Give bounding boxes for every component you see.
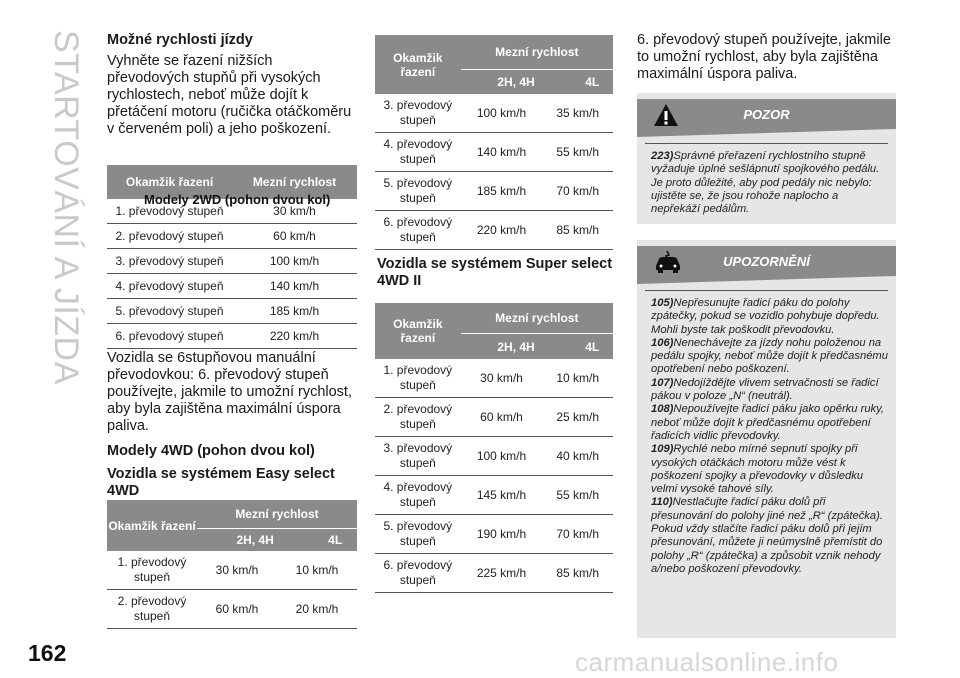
table-header-speed: Mezní rychlost	[197, 500, 357, 529]
notice-number: 110)	[651, 496, 673, 509]
gear-cell: 5. převodový stupeň	[375, 515, 461, 554]
gear-cell: 1. převodový stupeň	[107, 199, 232, 224]
speed-cell: 55 km/h	[542, 133, 613, 172]
notice-number: 108)	[651, 403, 674, 416]
speed-cell: 10 km/h	[542, 359, 613, 398]
warning-number: 223)	[651, 150, 674, 162]
notice-number: 105)	[651, 297, 674, 309]
speed-cell: 10 km/h	[277, 551, 357, 590]
gear-cell: 4. převodový stupeň	[107, 274, 232, 299]
left-column	[107, 32, 357, 138]
speed-cell: 40 km/h	[542, 437, 613, 476]
table-subheader-4l: 4L	[571, 70, 613, 95]
gear-cell: 6. převodový stupeň	[375, 211, 461, 250]
gear-cell: 6. převodový stupeň	[375, 554, 461, 593]
notice-text: Rychlé nebo mírné sepnutí spojky při vysokých otáčkách motoru může vést k poškození spojky a převodovky v důsledku velmi vysoké tahové síly.	[651, 443, 864, 496]
table-header-gear: Okamžik řazení	[375, 303, 461, 359]
warning-title: POZOR	[743, 107, 790, 122]
table-row	[375, 398, 613, 437]
speed-cell: 220 km/h	[232, 324, 357, 349]
table-subheader-2h4h: 2H, 4H	[461, 334, 572, 360]
table-subheader-2h4h: 2H, 4H	[197, 529, 313, 552]
warning-header	[637, 93, 896, 137]
table-subheader-2h4h: 2H, 4H	[461, 70, 572, 95]
warning-text	[637, 144, 896, 224]
table-body	[375, 94, 613, 250]
speed-table-easy-select-cont	[375, 35, 613, 250]
notice-number: 106)	[651, 336, 674, 349]
speed-cell: 100 km/h	[232, 249, 357, 274]
table-row	[107, 249, 357, 274]
table-header-gear: Okamžik řazení	[107, 165, 232, 199]
speed-cell: 100 km/h	[461, 94, 543, 133]
table-row	[107, 324, 357, 349]
gear-cell: 2. převodový stupeň	[375, 398, 461, 437]
speed-cell: 100 km/h	[461, 437, 543, 476]
notice-item	[651, 377, 888, 404]
subsection-heading-super-select: Vozidla se systémem Super select 4WD II	[377, 256, 613, 289]
table-row	[375, 359, 613, 398]
table-body	[375, 359, 613, 593]
table-body	[107, 199, 357, 349]
speed-cell: 190 km/h	[461, 515, 543, 554]
gear-cell: 1. převodový stupeň	[375, 359, 461, 398]
table-row	[375, 437, 613, 476]
table-row	[375, 476, 613, 515]
gear-cell: 5. převodový stupeň	[107, 299, 232, 324]
speed-cell: 85 km/h	[542, 554, 613, 593]
gear-cell: 2. převodový stupeň	[107, 224, 232, 249]
subsection-heading-easy-select: Vozidla se systémem Easy select 4WD	[107, 466, 335, 499]
speed-cell: 35 km/h	[542, 94, 613, 133]
speed-cell: 60 km/h	[197, 590, 277, 629]
gear-cell: 1. převodový stupeň	[107, 551, 197, 590]
speed-cell: 185 km/h	[461, 172, 543, 211]
table-row	[107, 274, 357, 299]
speed-cell: 140 km/h	[461, 133, 543, 172]
watermark: carmanualsonline.info	[575, 647, 839, 677]
table-header-gear: Okamžik řazení	[375, 35, 461, 94]
table-row	[375, 554, 613, 593]
side-section-tab	[0, 0, 90, 385]
speed-cell: 145 km/h	[461, 476, 543, 515]
gear-cell: 3. převodový stupeň	[107, 249, 232, 274]
speed-cell: 85 km/h	[542, 211, 613, 250]
speed-cell: 60 km/h	[461, 398, 543, 437]
table-row	[375, 133, 613, 172]
speed-cell: 20 km/h	[277, 590, 357, 629]
notice-item	[651, 443, 888, 496]
notice-text: Nestlačujte řadicí páku dolů při přesunování do polohy jiné než „R“ (zpátečka). Pokud vždy stlačíte řadicí páku dolů při jejím přesunování, můžete ji neúmyslně přemístit do polohy „R“ (zpátečka) a způsobit vznik nehody a/nebo poškození převodovky.	[651, 496, 883, 575]
fuel-saving-paragraph: 6. převodový stupeň používejte, jakmile to umožní rychlost, aby byla zajištěna maximální úspora paliva.	[637, 32, 891, 82]
speed-table-super-select	[375, 303, 613, 593]
notice-number: 107)	[651, 376, 674, 389]
table-row	[375, 211, 613, 250]
gear-cell: 4. převodový stupeň	[375, 476, 461, 515]
right-column	[637, 32, 899, 83]
notice-list	[637, 291, 896, 584]
table-header-gear: Okamžik řazení	[107, 500, 197, 551]
table-body	[107, 551, 357, 629]
speed-cell: 60 km/h	[232, 224, 357, 249]
speed-cell: 70 km/h	[542, 515, 613, 554]
notice-text: Nedojíždějte vlivem setrvačnosti se řadicí pákou v poloze „N“ (neutrál).	[651, 376, 879, 403]
speed-table-2wd	[107, 165, 357, 349]
notice-title: UPOZORNĚNÍ	[723, 254, 810, 269]
table-row	[107, 224, 357, 249]
gear-cell: 3. převodový stupeň	[375, 94, 461, 133]
notice-number: 109)	[651, 443, 674, 456]
super-select-heading-block	[377, 256, 615, 290]
speed-cell: 225 km/h	[461, 554, 543, 593]
speed-cell: 30 km/h	[461, 359, 543, 398]
notice-text: Nepřesunujte řadicí páku do polohy zpátečky, pokud se vozidlo pohybuje dopředu. Mohli byste tak poškodit převodovku.	[651, 297, 880, 336]
table-header-speed: Mezní rychlost	[232, 165, 357, 199]
page-number: 162	[28, 640, 67, 666]
speed-cell: 140 km/h	[232, 274, 357, 299]
speed-cell: 30 km/h	[197, 551, 277, 590]
speed-cell: 220 km/h	[461, 211, 543, 250]
gearbox-paragraph: Vozidla se 6stupňovou manuální převodovkou: 6. převodový stupeň používejte, jakmile to umožní rychlost, aby byla zajištěna maximální úspora paliva.	[107, 350, 352, 434]
table-header-speed: Mezní rychlost	[461, 303, 613, 334]
table-subheader-4l: 4L	[313, 529, 357, 552]
intro-paragraph: Vyhněte se řazení nižších převodových stupňů při vysokých rychlostech, neboť může dojít k přetáčení motoru (ručička otáčkoměru v červeném poli) a jeho poškození.	[107, 53, 352, 137]
side-section-title: STARTOVÁNÍ A JÍZDA	[47, 30, 85, 385]
table-row	[107, 299, 357, 324]
table-row	[375, 515, 613, 554]
table-header-speed: Mezní rychlost	[461, 35, 613, 70]
table-subheader-4l: 4L	[571, 334, 613, 360]
section-heading: Možné rychlosti jízdy	[107, 32, 253, 48]
gear-cell: 6. převodový stupeň	[107, 324, 232, 349]
table-overlay-caption: Modely 2WD (pohon dvou kol)	[144, 192, 331, 207]
speed-cell: 30 km/h	[232, 199, 357, 224]
speed-cell: 55 km/h	[542, 476, 613, 515]
gear-cell: 5. převodový stupeň	[375, 172, 461, 211]
warning-body: Správné přeřazení rychlostního stupně vyžaduje úplné sešlápnutí spojkového pedálu. Je proto důležité, aby pod pedály nic nebylo: ujistěte se, že jsou rohože naplocho a nepřekáží pedálům.	[651, 150, 880, 216]
notice-item	[651, 403, 888, 443]
speed-table-easy-select	[107, 500, 357, 629]
notice-item	[651, 337, 888, 377]
speed-cell: 25 km/h	[542, 398, 613, 437]
table-row	[107, 551, 357, 590]
warning-box	[637, 93, 896, 224]
notice-item	[651, 496, 888, 576]
left-column-lower	[107, 350, 357, 500]
table-row	[107, 590, 357, 629]
notice-text: Nenechávejte za jízdy nohu položenou na pedálu spojky, neboť může dojít k předčasnému opotřebení nebo poškození.	[651, 336, 888, 376]
notice-text: Nepoužívejte řadicí páku jako opěrku ruky, neboť může dojít k předčasnému opotřebení řadicích vidlic převodovky.	[651, 403, 885, 442]
notice-box	[637, 240, 896, 638]
speed-cell: 185 km/h	[232, 299, 357, 324]
gear-cell: 4. převodový stupeň	[375, 133, 461, 172]
subsection-heading-4wd: Modely 4WD (pohon dvou kol)	[107, 443, 315, 459]
gear-cell: 3. převodový stupeň	[375, 437, 461, 476]
gear-cell: 2. převodový stupeň	[107, 590, 197, 629]
notice-header	[637, 240, 896, 284]
table-row	[375, 94, 613, 133]
notice-item	[651, 297, 888, 337]
table-row	[375, 172, 613, 211]
speed-cell: 70 km/h	[542, 172, 613, 211]
